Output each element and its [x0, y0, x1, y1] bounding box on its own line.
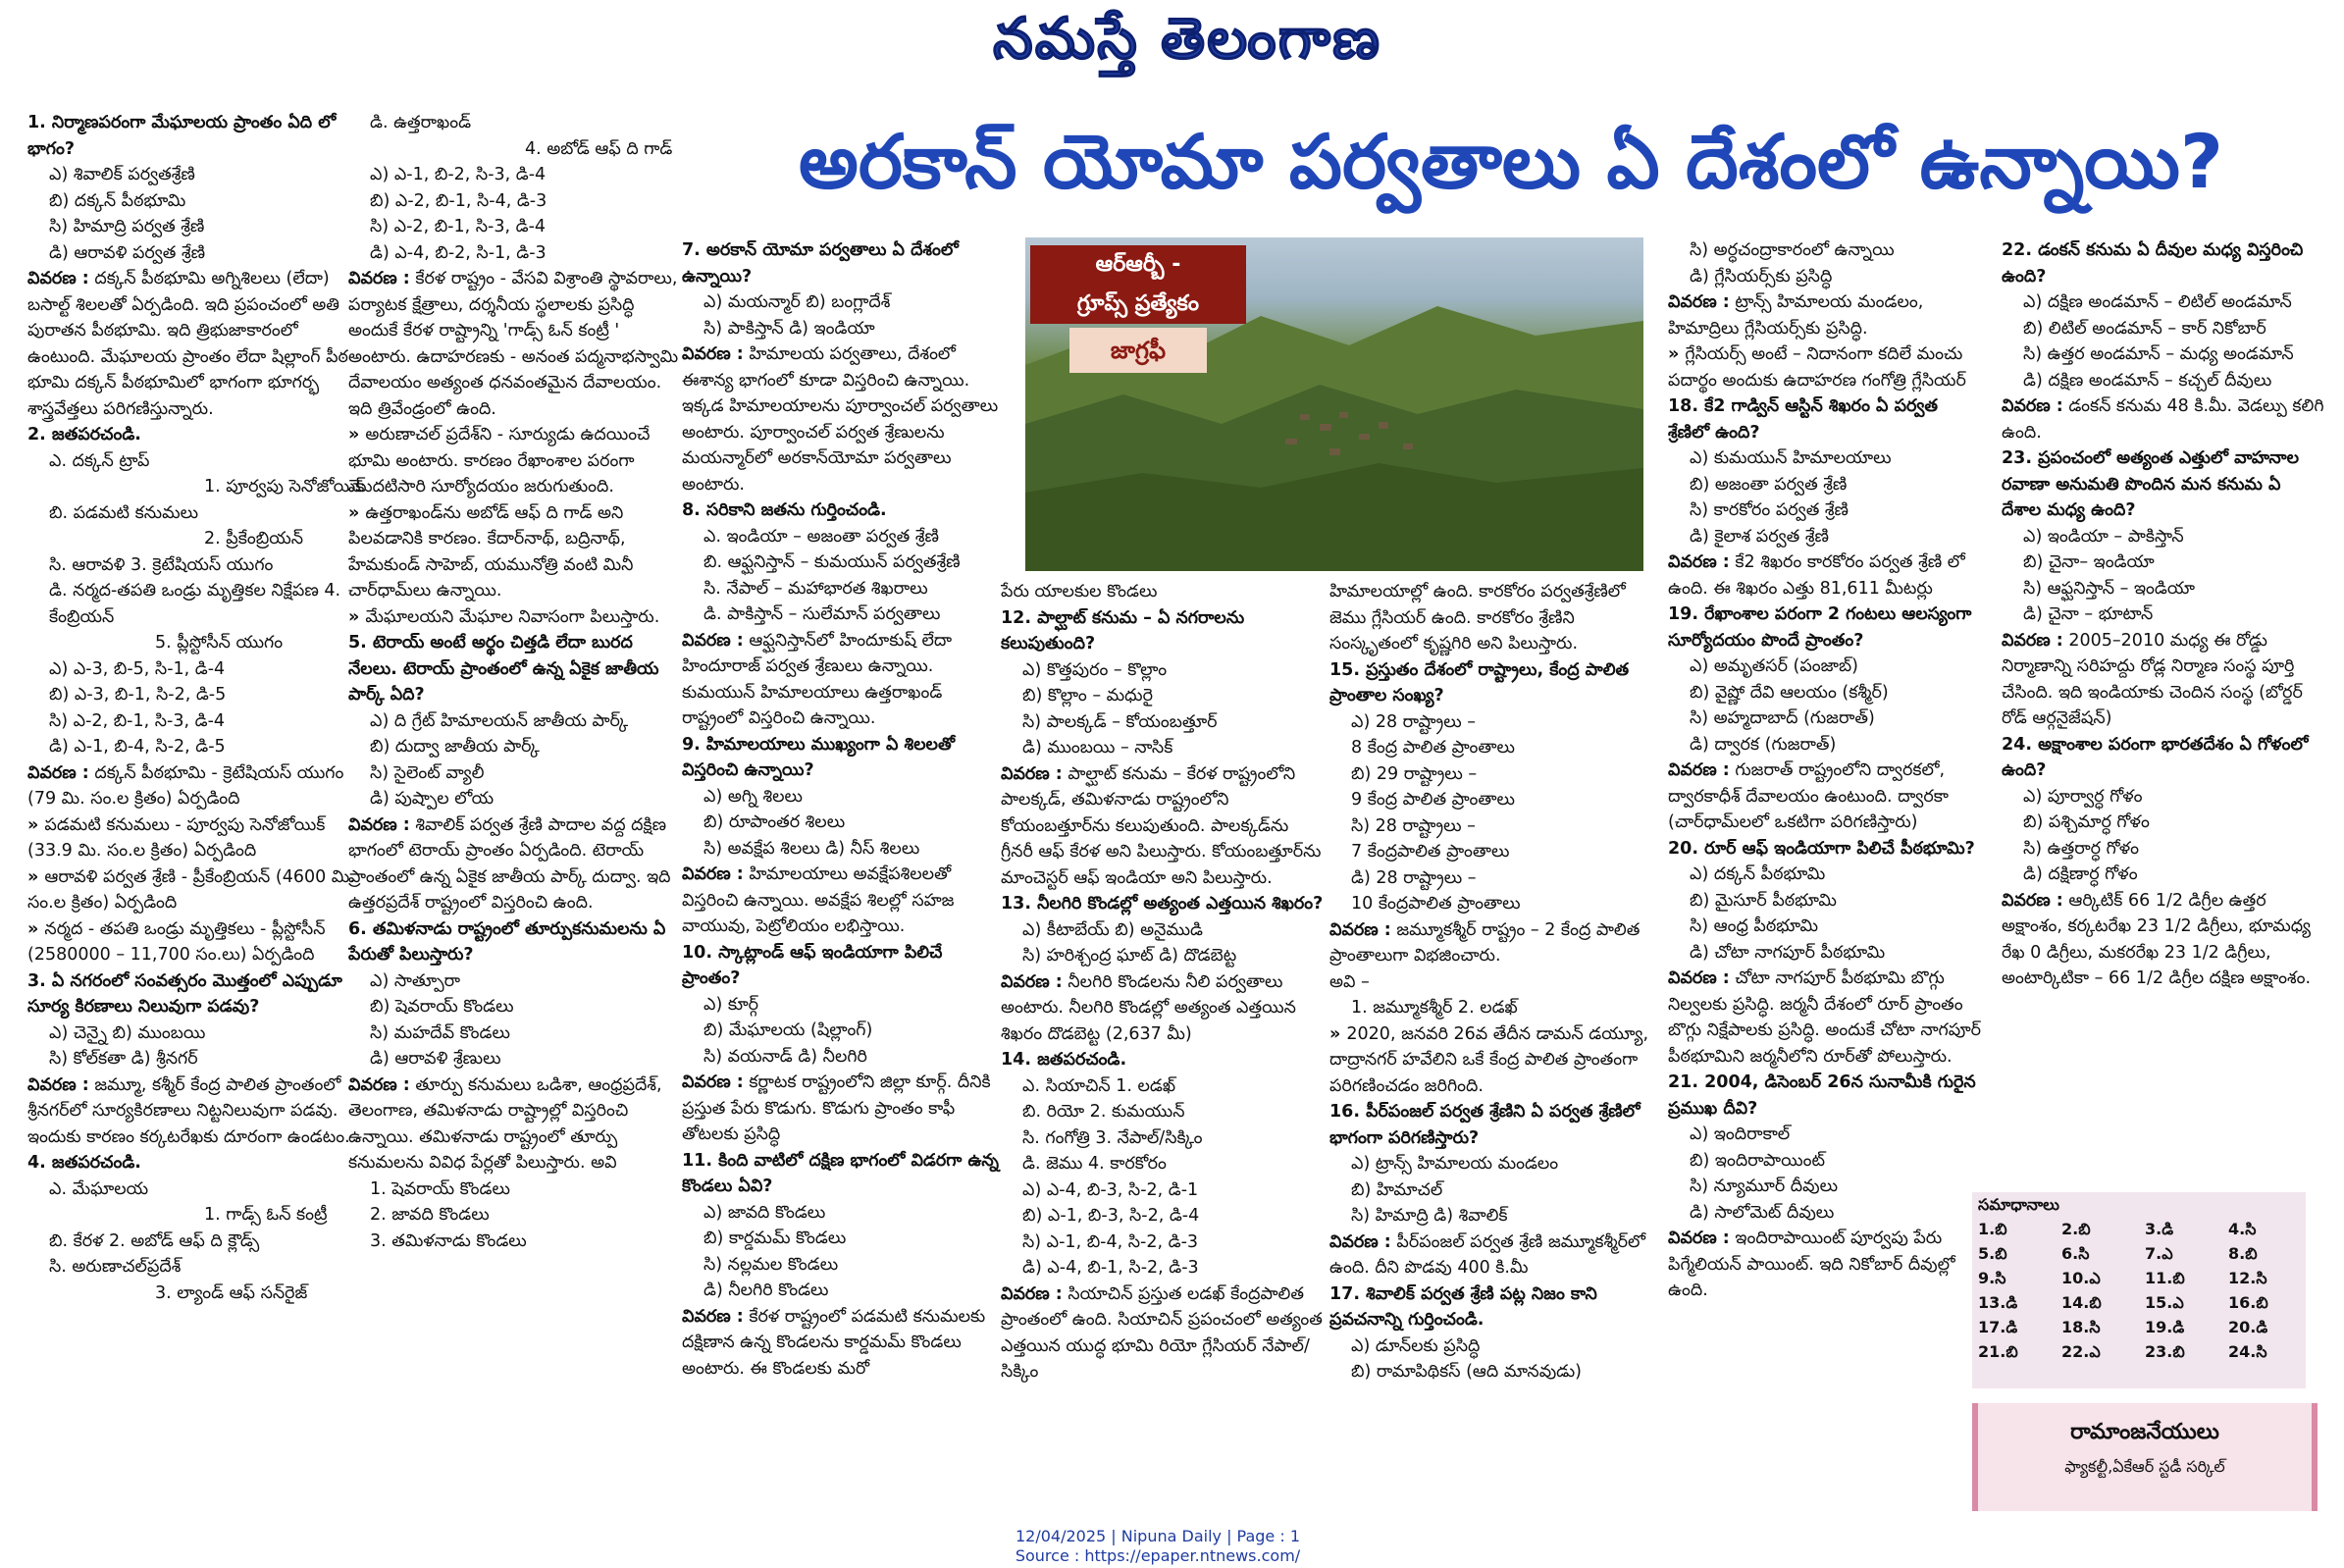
paragraph: పేరు యాలకుల కొండలు [1001, 582, 1158, 601]
bullet-text: ఉత్తరాఖండ్‌ను అబోడ్ ఆఫ్ ది గాడ్ అని పిలవడానికి కారణం. కేదార్‌నాథ్, బద్రినాథ్, హేమకుండ్ సాహెబ్, యమునోత్రి వంటి మినీ చార్‌ధామ్‌లు ఉన్నాయి. [348, 502, 634, 601]
explanation-text: దక్కన్ పీఠభూమి అగ్నిశిలలు (లేదా) బసాల్ట్ శిలలతో ఏర్పడింది. ఇది ప్రపంచంలో అతి పురాతన పీఠభూమి. ఇది త్రిభుజాకారంలో ఉంటుంది. మేఘాలయ ప్రాంతం లేదా షిల్లాంగ్ పీఠ భూమి దక్కన్ పీఠభూమిలో భాగంగా భూగర్భ శాస్త్రవేత్తలు పరిగణిస్తున్నారు. [27, 269, 348, 419]
option: డి) గ్లేసియర్స్‌కు ప్రసిద్ధి [1690, 266, 1833, 287]
option: డి) ఆరావళి పర్వత శ్రేణి [49, 242, 206, 263]
option: సి) సైలెంట్ వ్యాలీ [370, 762, 485, 783]
option: ఎ) దక్షిణ అండమాన్ – లిటిల్ అండమాన్ [2023, 292, 2292, 312]
answer-row [1972, 1241, 2306, 1266]
bullet-text: 2020, జనవరి 26వ తేదీన డామన్ డయ్యూ, దాద్రానగర్ హవేలిని ఒకే కేంద్ర పాలిత ప్రాంతంగా పరిగణించడం జరిగింది. [1329, 1023, 1649, 1096]
option: ఎ) శివాలిక్ పర్వతశ్రేణి [49, 165, 195, 184]
answer-cell: 23.బి [2145, 1342, 2185, 1361]
question: 23. ప్రపంచంలో అత్యంత ఎత్తులో వాహనాల రవాణా అనుమతి పొందిన మన కనుమ ఏ దేశాల మధ్య ఉంది? [2002, 448, 2299, 520]
option: బి) ఇందిరాపాయింట్ [1690, 1150, 1825, 1171]
option: బి) ఎ-2, బి-1, సి-4, డి-3 [370, 190, 547, 211]
bullet-text: గ్లేసియర్స్ అంటే – నిదానంగా కదిలే మంచు పదార్థం అందుకు ఉదాహరణ గంగోత్రి గ్లేసియర్ [1668, 344, 1966, 391]
page-footer [883, 1527, 1432, 1566]
explanation [1668, 758, 1982, 836]
answer-cell: 24.సి [2228, 1342, 2267, 1361]
option: బి) చైనా– ఇండియా [2023, 552, 2155, 572]
explanation-text: కర్ణాటక రాష్ట్రంలోని జిల్లా కూర్గ్. దీనికి ప్రస్తుత పేరు కొడుగు. కొడుగు ప్రాంతం కాఫీ తోటలకు ప్రసిద్ధి [682, 1072, 991, 1144]
option: ఎ) ఇండియా – పాకిస్తాన్ [2023, 526, 2184, 547]
explanation [682, 862, 1006, 940]
explanation [1001, 1281, 1325, 1385]
explanation-text: శివాలిక్ పర్వత శ్రేణి పాదాల వద్ద దక్షిణ భాగంలో టెరాయ్ ప్రాంతం ఏర్పడింది. టెరాయ్ ప్రాంతంలో ఉన్న ఏకైక జాతీయ పార్క్ దుద్వా. ఇది ఉత్తరప్రదేశ్ రాష్ట్రంలో విస్తరించి ఉంది. [348, 814, 671, 913]
explanation [27, 760, 366, 812]
explanation-label: వివరణ : [348, 814, 410, 835]
option: ఎ) పూర్వార్ధ గోళం [2023, 786, 2143, 807]
option: డి. జెము 4. కారకోరం [1022, 1154, 1167, 1174]
bullet-text: ఆరావళి పర్వత శ్రేణి - ప్రీకేంబ్రియన్ (4600 మి. సం.ల క్రితం) ఏర్పడింది [27, 866, 355, 913]
question: 4. జతపరచండి. [27, 1153, 141, 1173]
explanation-text: జమ్మూ, కశ్మీర్ కేంద్ర పాలిత ప్రాంతంలో శ్రీనగర్‌లో సూర్యకిరణాలు నిట్టనిలువుగా పడవు. ఇందుకు కారణం కర్కటరేఖకు దూరంగా ఉండటం. [27, 1074, 350, 1147]
badge-line-2: గ్రూప్స్ ప్రత్యేకం [1076, 291, 1200, 316]
bullet-text: అరుణాచల్ ప్రదేశ్‌ని - సూర్యుడు ఉదయించే భూమి అంటారు. కారణం రేఖాంశాల పరంగా మొదటిసారి సూర్యోదయం జరుగుతుంది. [348, 425, 651, 497]
question: 18. కే2 గాడ్విన్ ఆస్టిన్ శిఖరం ఏ పర్వత శ్రేణిలో ఉంది? [1668, 396, 1939, 443]
paragraph: అవి – [1329, 971, 1370, 992]
explanation [682, 1304, 1006, 1383]
explanation [348, 1072, 687, 1176]
explanation-text: పీర్‌పంజల్ పర్వత శ్రేణి జమ్మూకశ్మీర్‌లో ఉంది. దీని పొడవు 400 కి.మీ [1329, 1231, 1646, 1278]
option: సి) అర్ధచంద్రాకారంలో ఉన్నాయి [1690, 240, 1895, 260]
option: సి) మహదేవ్ కొండలు [370, 1022, 510, 1043]
option: 8 కేంద్ర పాలిత ప్రాంతాలు [1351, 738, 1515, 758]
option: ఎ) ఎ-1, బి-2, సి-3, డి-4 [370, 165, 547, 184]
answer-cell: 8.బి [2228, 1244, 2258, 1263]
question: 19. రేఖాంశాల పరంగా 2 గంటలు ఆలస్యంగా సూర్యోదయం పొందే ప్రాంతం? [1668, 604, 1972, 651]
option: బి) 29 రాష్ట్రాలు – [1351, 763, 1478, 784]
explanation [2002, 393, 2325, 445]
explanation-text: కేరళ రాష్ట్రం - వేసవి విశ్రాంతి స్థావరాలు, పర్యాటక క్షేత్రాలు, దర్శనీయ స్థలాలకు ప్రసిద్ధి అందుకే కేరళ రాష్ట్రాన్ని 'గాడ్స్ ఓన్ కంట్రీ ' అంటారు. ఉదాహరణకు - అనంత పద్మనాభస్వామి దేవాలయం అత్యంత ధనవంతమైన దేవాలయం. ఇది త్రివేండ్రంలో ఉంది. [348, 269, 679, 419]
explanation [1668, 966, 1982, 1070]
subject-badge: జాగ్రఫీ [1069, 328, 1207, 373]
column-3 [682, 237, 1006, 1513]
option: బి) దక్కన్ పీఠభూమి [49, 190, 186, 211]
option: డి) ఎ-1, బి-4, సి-2, డి-5 [49, 737, 226, 757]
explanation [27, 266, 366, 422]
option: ఎ) ట్రాన్స్ హిమాలయ మండలం [1351, 1154, 1559, 1174]
answer-row [1972, 1290, 2306, 1315]
column-5 [1329, 579, 1653, 1521]
answer-cell: 5.బి [1978, 1244, 2007, 1263]
option: డి) కైలాశ పర్వత శ్రేణి [1690, 526, 1829, 547]
option: బి) మైసూర్ పీఠభూమి [1690, 890, 1837, 911]
explanation-text: కేరళ రాష్ట్రంలో పడమటి కనుమలకు దక్షిణాన ఉన్న కొండలను కార్డమమ్ కొండలు అంటారు. ఈ కొండలకు మరో [682, 1306, 986, 1379]
explanation-text: ఆర్కిటిక్ 66 1/2 డిగ్రీల ఉత్తర అక్షాంశం, కర్కటరేఖ 23 1/2 డిగ్రీలు, భూమధ్య రేఖ 0 డిగ్రీలు, మకరరేఖ 23 1/2 డిగ్రీలు, అంటార్కిటికా – 66 1/2 డిగ్రీల దక్షిణ అక్షాంశం. [2002, 890, 2312, 988]
explanation-label: వివరణ : [1668, 292, 1730, 312]
answer-cell: 12.సి [2228, 1269, 2267, 1287]
option: 9 కేంద్ర పాలిత ప్రాంతాలు [1351, 790, 1515, 810]
option: డి) చైనా – భూటాన్ [2023, 604, 2154, 624]
double-arrow-icon: » [1668, 344, 1686, 364]
explanation-label: వివరణ : [27, 762, 89, 783]
explanation [2002, 888, 2325, 992]
option: సి) హరిశ్చంద్ర ఘాట్ డి) దొడబెట్ట [1022, 946, 1237, 966]
option: సి) వయనాడ్ డి) నీలగిరి [703, 1046, 867, 1067]
headline: అరకాన్ యోమా పర్వతాలు ఏ దేశంలో ఉన్నాయి? [799, 118, 2223, 205]
option: డి. పాకిస్తాన్ – సులేమాన్ పర్వతాలు [703, 604, 941, 624]
answer-cell: 17.డి [1978, 1318, 2018, 1336]
option: సి) పాకిస్తాన్ డి) ఇండియా [703, 318, 875, 339]
answer-row [1972, 1217, 2306, 1241]
paragraph: హిమాలయాల్లో ఉంది. కారకోరం పర్వతశ్రేణిలో జెము గ్లేసియర్ ఉంది. కారకోరం శ్రేణిని సంస్కృతంలో కృష్ణగిరి అని పిలుస్తారు. [1329, 582, 1626, 653]
option: బి) రామాపిథికస్ (ఆది మానవుడు) [1351, 1362, 1582, 1382]
option: సి. అరుణాచల్‌ప్రదేశ్ [49, 1257, 182, 1277]
explanation-text: 2005–2010 మధ్య ఈ రోడ్డు నిర్మాణాన్ని సరిహద్దు రోడ్ల నిర్మాణ సంస్థ పూర్తి చేసింది. ఇది ఇండియాకు చెందిన సంస్థ (బోర్డర్ రోడ్ ఆర్గనైజేషన్) [2002, 630, 2303, 728]
option: 1. పూర్వపు సెనోజోయిక్ [204, 477, 365, 497]
option: డి) ద్వారక (గుజరాత్) [1690, 734, 1837, 755]
question: 22. డంకన్ కనుమ ఏ దీవుల మధ్య విస్తరించి ఉంది? [2002, 240, 2304, 287]
bullet-text: నర్మద - తపతి ఒండ్రు మృత్తికలు - ప్లీస్టోసీన్ (2580000 – 11,700 సం.లు) ఏర్పడింది [27, 918, 326, 965]
option: సి. ఆరావళి 3. క్రెటేషియస్ యుగం [49, 554, 274, 575]
option: డి) 28 రాష్ట్రాలు – [1351, 867, 1477, 888]
explanation [1329, 1229, 1653, 1281]
bullet-point [27, 864, 366, 916]
explanation [27, 1072, 366, 1151]
badge-line-1: ఆర్ఆర్బీ - [1095, 252, 1181, 277]
option: 7 కేంద్రపాలిత ప్రాంతాలు [1351, 842, 1510, 862]
answer-cell: 1.బి [1978, 1220, 2007, 1238]
explanation-text: దక్కన్ పీఠభూమి - క్రెటేషియస్ యుగం (79 మి. సం.ల క్రితం) ఏర్పడింది [27, 762, 344, 809]
explanation-text: డంకన్ కనుమ 48 కి.మీ. వెడల్పు కలిగి ఉంది. [2002, 396, 2324, 443]
option: డి. నర్మద-తపతి ఒండ్రు మృత్తికల నిక్షేపణ 4. కేంబ్రియన్ [49, 581, 341, 627]
explanation-text: హిమాలయాలు అవక్షేపశిలలతో విస్తరించి ఉన్నాయి. అవక్షేప శిలల్లో సహజ వాయువు, పెట్రోలియం లభిస్తాయి. [682, 864, 955, 936]
answer-cell: 6.సి [2061, 1244, 2090, 1263]
answer-cell: 7.ఎ [2145, 1244, 2173, 1263]
option: డి) ముంబయి – నాసిక్ [1022, 738, 1173, 758]
column-4 [1001, 579, 1325, 1521]
answer-row [1972, 1266, 2306, 1290]
option: సి. నేపాల్ – మహాభారత శిఖరాలు [703, 578, 928, 599]
option: సి. గంగోత్రి 3. నేపాల్/సిక్కిం [1022, 1127, 1203, 1148]
explanation [1668, 289, 1982, 341]
option: 3. తమిళనాడు కొండలు [370, 1230, 527, 1251]
option: సి) అవక్షేప శిలలు డి) నీస్ శిలలు [703, 838, 920, 859]
option: ఎ) అమృతసర్ (పంజాబ్) [1690, 656, 1858, 676]
explanation-text: పాల్ఘాట్ కనుమ – కేరళ రాష్ట్రంలోని పాలక్కడ్, తమిళనాడు రాష్ట్రంలోని కోయంబత్తూర్‌ను కలుపుతుంది. పాలక్కడ్‌ను గ్రీనరీ ఆఫ్ కేరళ అని పిలుస్తారు. కోయంబత్తూర్‌ను మాంచెస్టర్ ఆఫ్ ఇండియా అని పిలుస్తారు. [1001, 763, 1322, 888]
option: బి) మేఘాలయ (షిల్లాంగ్) [703, 1020, 873, 1040]
bullet-point [27, 812, 366, 864]
explanation-label: వివరణ : [682, 864, 744, 884]
answer-cell: 18.సి [2061, 1318, 2101, 1336]
option: 2. జావది కొండలు [370, 1205, 490, 1225]
explanation-text: కే2 శిఖరం కారకోరం పర్వత శ్రేణి లో ఉంది. ఈ శిఖరం ఎత్తు 81,611 మీటర్లు [1668, 552, 1965, 599]
question: 8. సరికాని జతను గుర్తించండి. [682, 500, 887, 520]
option: ఎ) ఇందిరాకాల్ [1690, 1124, 1791, 1144]
option: డి. ఉత్తరాఖండ్ [370, 113, 472, 132]
option: బి) వైష్ణో దేవి ఆలయం (కశ్మీర్) [1690, 682, 1889, 703]
explanation [1668, 549, 1982, 601]
explanation-text: చోటా నాగపూర్ పీఠభూమి బొగ్గు నిల్వలకు ప్రసిద్ధి. జర్మనీ దేశంలో రూర్ ప్రాంతం బొగ్గు నిక్షేపాలకు ప్రసిద్ధి. అందుకే చోటా నాగపూర్ పీఠభూమిని జర్మనీలోని రూర్‌తో పోలుస్తారు. [1668, 968, 1982, 1067]
explanation-label: వివరణ : [682, 344, 744, 364]
explanation-label: వివరణ : [1668, 760, 1730, 780]
option: సి) న్యూమూర్ దీవులు [1690, 1176, 1839, 1196]
section-badge [1030, 245, 1246, 324]
explanation-label: వివరణ : [1668, 1228, 1730, 1248]
option: ఎ) ఎ-4, బి-3, సి-2, డి-1 [1022, 1179, 1199, 1200]
option: డి) ఆరావళి శ్రేణులు [370, 1049, 501, 1069]
option: బి) కార్డమమ్ కొండలు [703, 1228, 847, 1248]
option: సి) ఎ-2, బి-1, సి-3, డి-4 [370, 217, 547, 236]
option: డి) చోటా నాగపూర్ పీఠభూమి [1690, 942, 1886, 963]
question: 9. హిమాలయాలు ముఖ్యంగా ఏ శిలలతో విస్తరించి ఉన్నాయి? [682, 734, 956, 780]
option: ఎ. సియాచిన్ 1. లడఖ్ [1022, 1075, 1176, 1096]
explanation [1329, 917, 1653, 969]
option: బి) షెవరాయ్ కొండలు [370, 997, 514, 1017]
option: సి) ఎ-1, బి-4, సి-2, డి-3 [1022, 1231, 1199, 1252]
explanation-label: వివరణ : [348, 1074, 410, 1095]
explanation-text: హిమాలయ పర్వతాలు, దేశంలో ఈశాన్య భాగంలో కూడా విస్తరించి ఉన్నాయి. ఇక్కడ హిమాలయాలను పూర్వాంచల్ పర్వతాలు అంటారు. పూర్వాంచల్ పర్వత శ్రేణులను మయన్మార్‌లో అరకాన్‌యోమా పర్వతాలు అంటారు. [682, 344, 999, 495]
explanation [682, 628, 1006, 732]
option: డి) ఎ-4, బి-2, సి-1, డి-3 [370, 242, 547, 263]
bullet-text: మేఘాలయని మేఘాల నివాసంగా పిలుస్తారు. [365, 606, 660, 627]
explanation [1001, 761, 1325, 892]
explanation-label: వివరణ : [682, 1072, 744, 1092]
option: బి. రియో 2. కుమయున్ [1022, 1102, 1185, 1122]
option: ఎ) చెన్నై బి) ముంబయి [49, 1022, 206, 1043]
explanation-label: వివరణ : [27, 269, 89, 288]
option: డి) సాలోమెట్ దీవులు [1690, 1202, 1835, 1223]
answer-cell: 21.బి [1978, 1342, 2018, 1361]
option: సి) హిమాద్రి డి) శివాలిక్ [1351, 1206, 1508, 1226]
option: ఎ) కుమయున్ హిమాలయాలు [1690, 448, 1892, 468]
explanation-label: వివరణ : [348, 269, 410, 288]
author-box [1972, 1403, 2318, 1511]
question: 7. అరకాన్ యోమా పర్వతాలు ఏ దేశంలో ఉన్నాయి? [682, 240, 959, 287]
option: ఎ. ఇండియా – అజంతా పర్వత శ్రేణి [703, 526, 939, 547]
double-arrow-icon: » [348, 425, 366, 444]
double-arrow-icon: » [1329, 1023, 1347, 1044]
explanation-label: వివరణ : [682, 1306, 744, 1327]
option: డి) దక్షిణ అండమాన్ – కచ్చల్ దీవులు [2023, 370, 2272, 391]
option: సి) కారకోరం పర్వత శ్రేణి [1690, 500, 1849, 520]
option: ఎ) జావది కొండలు [703, 1202, 826, 1223]
answer-cell: 15.ఎ [2145, 1293, 2184, 1312]
explanation-label: వివరణ : [682, 630, 744, 651]
double-arrow-icon: » [348, 502, 366, 523]
double-arrow-icon: » [27, 866, 45, 887]
explanation-text: తూర్పు కనుమలు ఒడిశా, ఆంధ్రప్రదేశ్, తెలంగాణ, తమిళనాడు రాష్ట్రాల్లో విస్తరించి ఉన్నాయి. తమిళనాడు రాష్ట్రంలో తూర్పు కనుమలను వివిధ పేర్లతో పిలుస్తారు. అవి [348, 1074, 662, 1173]
option: సి) పాలక్కడ్ – కోయంబత్తూర్ [1022, 711, 1218, 732]
option: ఎ) సాత్పూరా [370, 970, 461, 991]
option: బి) కొల్లాం – మధురై [1022, 686, 1153, 706]
option: బి) హిమాచల్ [1351, 1179, 1443, 1200]
explanation-label: వివరణ : [1329, 919, 1391, 940]
bullet-point [348, 500, 687, 604]
answer-cell: 20.డి [2228, 1318, 2268, 1336]
option: ఎ. దక్కన్ ట్రాప్ [49, 450, 150, 471]
option: సి) ఆంధ్ర పీఠభూమి [1690, 916, 1819, 936]
bullet-point [1668, 341, 1982, 393]
option: బి. ఆఫ్ఘనిస్తాన్ – కుమయున్ పర్వతశ్రేణి [703, 552, 961, 572]
explanation-label: వివరణ : [1668, 552, 1730, 572]
column-2 [348, 110, 687, 1484]
option: డి) దక్షిణార్ధ గోళం [2023, 864, 2138, 884]
explanation [348, 812, 687, 916]
explanation [348, 266, 687, 422]
masthead-logo: నమస్తే తెలంగాణ [993, 5, 1381, 72]
author-name: రామాంజనేయులు [2070, 1420, 2219, 1444]
option: బి. పడమటి కనుమలు [49, 502, 199, 523]
option: ఎ) దక్కన్ పీఠభూమి [1690, 864, 1826, 884]
column-6 [1668, 237, 1982, 1513]
question: 20. రూర్ ఆఫ్ ఇండియాగా పిలిచే పీఠభూమి? [1668, 838, 1975, 859]
double-arrow-icon: » [348, 606, 366, 627]
option: 3. ల్యాండ్ ఆఫ్ సన్‌రైజ్ [155, 1282, 308, 1303]
footer-date-line: 12/04/2025 | Nipuna Daily | Page : 1 [1015, 1527, 1301, 1545]
question: 5. టెరాయ్ అంటే అర్థం చిత్తడి లేదా బురద నేలలు. టెరాయ్ ప్రాంతంలో ఉన్న ఏకైక జాతీయ పార్క్ ఏది? [348, 633, 659, 705]
answer-cell: 4.సి [2228, 1220, 2257, 1238]
option: ఎ) 28 రాష్ట్రాలు – [1351, 711, 1477, 732]
explanation-label: వివరణ : [1001, 1283, 1063, 1304]
option: బి) పశ్చిమార్ధ గోళం [2023, 812, 2150, 832]
explanation-label: వివరణ : [2002, 396, 2063, 416]
question: 24. అక్షాంశాల పరంగా భారతదేశం ఏ గోళంలో ఉంది? [2002, 734, 2309, 780]
answer-cell: 19.డి [2145, 1318, 2185, 1336]
answer-key-box [1972, 1192, 2306, 1388]
option: బి. కేరళ 2. అబోడ్ ఆఫ్ ది క్లౌడ్స్ [49, 1230, 260, 1251]
question: 15. ప్రస్తుతం దేశంలో రాష్ట్రాలు, కేంద్ర పాలిత ప్రాంతాల సంఖ్య? [1329, 659, 1630, 706]
option: ఎ) కొత్తపురం – కొల్లాం [1022, 659, 1168, 680]
answer-cell: 9.సి [1978, 1269, 2006, 1287]
option: బి) అజంతా పర్వత శ్రేణి [1690, 474, 1848, 495]
question: 10. స్కాట్లాండ్ ఆఫ్ ఇండియాగా పిలిచే ప్రాంతం? [682, 942, 943, 988]
answer-row [1972, 1339, 2306, 1364]
option: బి) ఎ-1, బి-3, సి-2, డి-4 [1022, 1206, 1200, 1226]
explanation-label: వివరణ : [1001, 763, 1063, 784]
option: సి) ఎ-2, బి-1, సి-3, డి-4 [49, 710, 226, 731]
explanation-label: వివరణ : [2002, 890, 2063, 911]
option: సి) హిమాద్రి పర్వత శ్రేణి [49, 217, 205, 236]
option: సి) ఉత్తరార్ధ గోళం [2023, 838, 2140, 859]
answer-cell: 13.డి [1978, 1293, 2018, 1312]
question: 11. కింది వాటిలో దక్షిణ భాగంలో విడరగా ఉన్న కొండలు ఏవి? [682, 1150, 999, 1196]
answer-cell: 2.బి [2061, 1220, 2091, 1238]
option: బి) దుద్వా జాతీయ పార్క్ [370, 737, 540, 757]
double-arrow-icon: » [27, 918, 45, 939]
explanation-text: ఇందిరాపాయింట్ పూర్వపు పేరు పిగ్మేలియన్ పాయింట్. ఇది నికోబార్ దీవుల్లో ఉంది. [1668, 1228, 1955, 1300]
option: ఎ) కీటాబేయ్ బి) అనైముడి [1022, 919, 1203, 940]
question: 21. 2004, డిసెంబర్ 26న సునామీకి గురైన ప్రముఖ దీవి? [1668, 1072, 1976, 1119]
bullet-point [348, 422, 687, 500]
explanation-label: వివరణ : [1001, 971, 1063, 992]
bullet-point [348, 604, 687, 631]
answer-key-table [1972, 1217, 2306, 1364]
option: 1. జమ్మూకశ్మీర్ 2. లడఖ్ [1351, 998, 1518, 1018]
option: ఎ. మేఘాలయ [49, 1178, 149, 1199]
explanation [1001, 969, 1325, 1048]
option: 2. ప్రీకేంబ్రియన్ [204, 529, 303, 549]
question: 16. పీర్‌పంజల్ పర్వత శ్రేణిని ఏ పర్వత శ్రేణిలో భాగంగా పరిగణిస్తారు? [1329, 1102, 1641, 1148]
question: 6. తమిళనాడు రాష్ట్రంలో తూర్పుకనుమలను ఏ పేరుతో పిలుస్తారు? [348, 918, 666, 965]
answer-cell: 22.ఎ [2061, 1342, 2101, 1361]
question: 1. నిర్మాణపరంగా మేఘాలయ ప్రాంతం ఏది లో భాగం? [27, 113, 337, 159]
bullet-point [27, 916, 366, 968]
option: బి) లిటిల్ అండమాన్ – కార్ నికోబార్ [2023, 318, 2266, 339]
option: సి) ఆఫ్ఘనిస్తాన్ – ఇండియా [2023, 578, 2195, 599]
explanation-text: నీలగిరి కొండలను నీలి పర్వతాలు అంటారు. నీలగిరి కొండల్లో అత్యంత ఎత్తయిన శిఖరం దొడబెట్ట (2,637 మీ) [1001, 971, 1296, 1044]
answer-key-title: సమాధానాలు [1978, 1195, 2059, 1214]
option: బి) రూపాంతర శిలలు [703, 812, 846, 832]
explanation-text: సియాచిన్ ప్రస్తుత లడఖ్ కేంద్రపాలిత ప్రాంతంలో ఉంది. సియాచిన్ ప్రపంచంలో అత్యంత ఎత్తయిన యుద్ధ భూమి రియో గ్లేసియర్ నేపాల్/సిక్కిం [1001, 1283, 1323, 1382]
option: సి) కోల్‌కతా డి) శ్రీనగర్ [49, 1049, 198, 1069]
explanation-text: ట్రాన్స్ హిమాలయ మండలం, హిమాద్రిలు గ్లేసియర్స్‌కు ప్రసిద్ధి. [1668, 292, 1924, 339]
explanation-label: వివరణ : [1668, 968, 1730, 988]
option: డి) పుష్పాల లోయ [370, 789, 495, 809]
question: 12. పాల్ఘాట్ కనుమ – ఏ నగరాలను కలుపుతుంది? [1001, 607, 1245, 653]
answer-cell: 10.ఎ [2061, 1269, 2101, 1287]
answer-cell: 3.డి [2145, 1220, 2174, 1238]
answer-cell: 14.బి [2061, 1293, 2102, 1312]
answer-row [1972, 1315, 2306, 1339]
explanation-label: వివరణ : [2002, 630, 2063, 651]
option: ఎ) ఎ-3, బి-5, సి-1, డి-4 [49, 658, 226, 679]
explanation-text: ఆఫ్ఘనిస్తాన్‌లో హిందూకుష్ లేదా హిందూరాజ్ పర్వత శ్రేణులు ఉన్నాయి. కుమయున్ హిమాలయాలు ఉత్తరాఖండ్ రాష్ట్రంలో విస్తరించి ఉన్నాయి. [682, 630, 953, 728]
explanation-label: వివరణ : [1329, 1231, 1391, 1252]
question: 2. జతపరచండి. [27, 425, 141, 444]
option: 10 కేంద్రపాలిత ప్రాంతాలు [1351, 894, 1521, 914]
option: ఎ) డూన్‌లకు ప్రసిద్ధి [1351, 1335, 1481, 1356]
question: 3. ఏ నగరంలో సంవత్సరం మొత్తంలో ఎప్పుడూ సూర్య కిరణాలు నిలువుగా పడవు? [27, 970, 342, 1017]
question: 14. జతపరచండి. [1001, 1050, 1127, 1070]
option: 1. షెవరాయ్ కొండలు [370, 1178, 510, 1199]
option: డి) నీలగిరి కొండలు [703, 1281, 829, 1300]
option: ఎ) మయన్మార్ బి) బంగ్లాదేశ్ [703, 292, 891, 312]
explanation-text: జమ్మూకశ్మీర్ రాష్ట్రం – 2 కేంద్ర పాలిత ప్రాంతాలుగా విభజించారు. [1329, 919, 1641, 966]
option: 1. గాడ్స్ ఓన్ కంట్రీ [204, 1205, 328, 1225]
option: ఎ) కూర్గ్ [703, 994, 759, 1015]
double-arrow-icon: » [27, 814, 45, 835]
question: 13. నీలగిరి కొండల్లో అత్యంత ఎత్తయిన శిఖరం? [1001, 894, 1324, 914]
bullet-text: పడమటి కనుమలు - పూర్వపు సెనోజోయిక్ (33.9 మి. సం.ల క్రితం) ఏర్పడింది [27, 814, 326, 861]
option: సి) ఉత్తర అండమాన్ – మధ్య అండమాన్ [2023, 344, 2294, 364]
option: సి) అహ్మదాబాద్ (గుజరాత్) [1690, 708, 1875, 728]
explanation-text: గుజరాత్ రాష్ట్రంలోని ద్వారకలో, ద్వారకాధీశ్ దేవాలయం ఉంటుంది. ద్వారకా (చార్‌ధామ్‌లలో ఒకటిగా పరిగణిస్తారు) [1668, 760, 1949, 832]
option: ఎ) అగ్ని శిలలు [703, 786, 803, 807]
option: డి) ఎ-4, బి-1, సి-2, డి-3 [1022, 1258, 1199, 1278]
option: బి) ఎ-3, బి-1, సి-2, డి-5 [49, 685, 227, 705]
answer-cell: 16.బి [2228, 1293, 2268, 1312]
author-designation: ఫ్యాకల్టీ,ఏకేఆర్ స్టడీ సర్కిల్ [2064, 1457, 2225, 1476]
explanation [682, 341, 1006, 497]
answer-cell: 11.బి [2145, 1269, 2185, 1287]
explanation [2002, 628, 2325, 732]
column-1 [27, 110, 366, 1484]
footer-source-line: Source : https://epaper.ntnews.com/ [1015, 1546, 1301, 1565]
explanation [1668, 1226, 1982, 1304]
option: 5. ప్లీస్టోసీన్ యుగం [155, 633, 284, 653]
option: సి) 28 రాష్ట్రాలు – [1351, 815, 1476, 836]
bullet-point [1329, 1021, 1653, 1100]
explanation [682, 1070, 1006, 1148]
option: ఎ) ది గ్రేట్ హిమాలయన్ జాతీయ పార్క్ [370, 710, 629, 731]
explanation-label: వివరణ : [27, 1074, 89, 1095]
option: 4. అబోడ్ ఆఫ్ ది గాడ్ [525, 138, 673, 159]
question: 17. శివాలిక్ పర్వత శ్రేణి పట్ల నిజం కాని ప్రవచనాన్ని గుర్తించండి. [1329, 1283, 1597, 1330]
option: సి) నల్లమల కొండలు [703, 1254, 839, 1275]
